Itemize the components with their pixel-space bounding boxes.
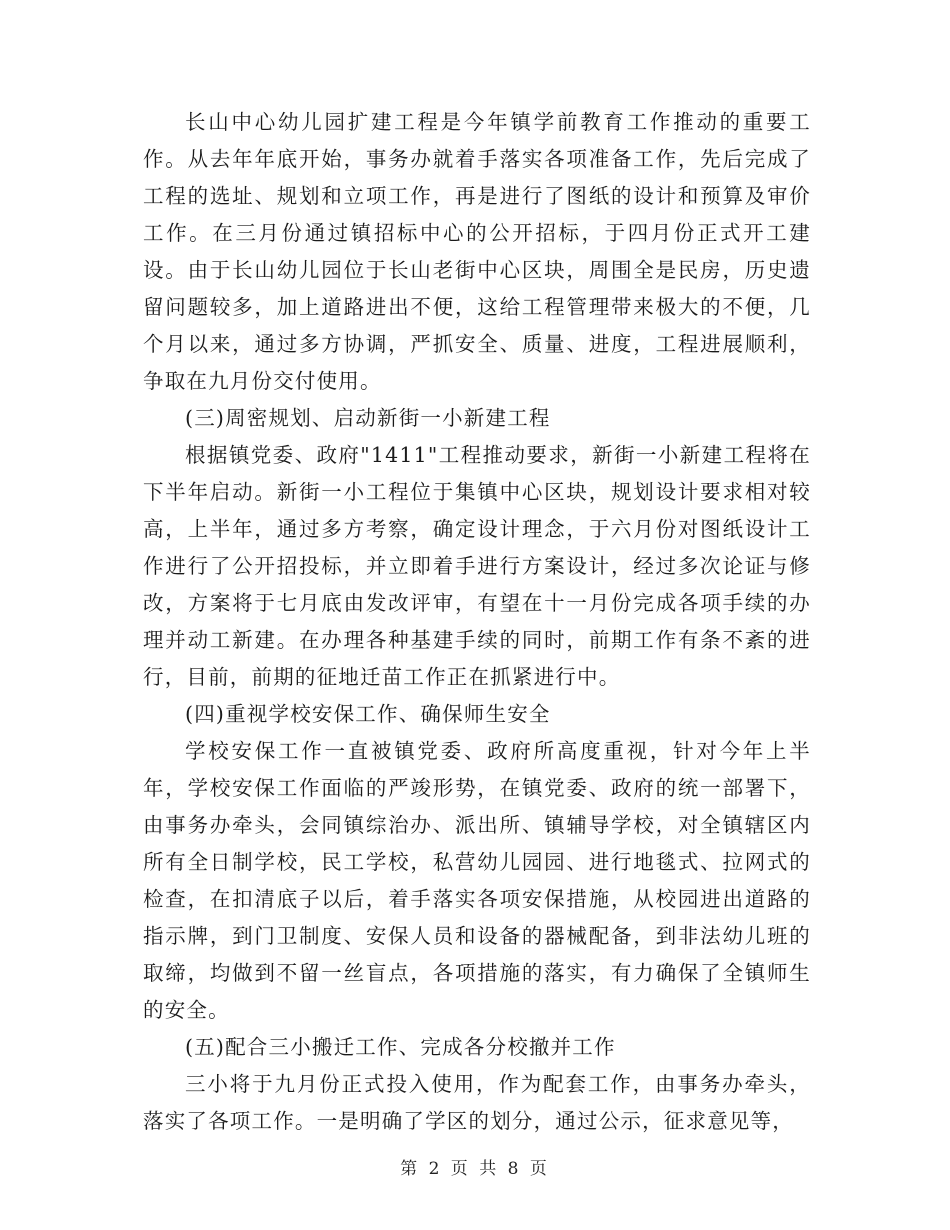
- paragraph-school-relocation: 三小将于九月份正式投入使用，作为配套工作，由事务办牵头，落实了各项工作。一是明确了学区的划分，通过公示，征求意见等，: [143, 1072, 811, 1133]
- paragraph-kindergarten-expansion: 长山中心幼儿园扩建工程是今年镇学前教育工作推动的重要工作。从去年年底开始，事务办就着手落实各项准备工作，先后完成了工程的选址、规划和立项工作，再是进行了图纸的设计和预算及审价工作。在三月份通过镇招标中心的公开招标，于四月份正式开工建设。由于长山幼儿园位于长山老街中心区块，周围全是民房，历史遗留问题较多，加上道路进出不便，这给工程管理带来极大的不便，几个月以来，通过多方协调，严抓安全、质量、进度，工程进展顺利，争取在九月份交付使用。: [143, 110, 811, 393]
- section-heading-4: (四)重视学校安保工作、确保师生安全: [185, 702, 551, 726]
- paragraph-xinjie-school: 根据镇党委、政府"1411"工程推动要求，新街一小新建工程将在下半年启动。新街一小工程位于集镇中心区块，规划设计要求相对较高，上半年，通过多方考察，确定设计理念，于六月份对图纸设计工作进行了公开招投标，并立即着手进行方案设计，经过多次论证与修改，方案将于七月底由发改评审，有望在十一月份完成各项手续的办理并动工新建。在办理各种基建手续的同时，前期工作有条不紊的进行，目前，前期的征地迁苗工作正在抓紧进行中。: [143, 443, 811, 689]
- section-heading-5: (五)配合三小搬迁工作、完成各分校撤并工作: [185, 1035, 616, 1059]
- document-body: [143, 104, 811, 1140]
- section-heading-3: (三)周密规划、启动新街一小新建工程: [185, 406, 551, 430]
- paragraph-school-security: 学校安保工作一直被镇党委、政府所高度重视，针对今年上半年，学校安保工作面临的严竣形势，在镇党委、政府的统一部署下，由事务办牵头，会同镇综治办、派出所、镇辅导学校，对全镇辖区内所有全日制学校，民工学校，私营幼儿园园、进行地毯式、拉网式的检查，在扣清底子以后，着手落实各项安保措施，从校园进出道路的指示牌，到门卫制度、安保人员和设备的器械配备，到非法幼儿班的取缔，均做到不留一丝盲点，各项措施的落实，有力确保了全镇师生的安全。: [143, 739, 811, 1022]
- page-number-footer: 第 2 页 共 8 页: [400, 1159, 550, 1179]
